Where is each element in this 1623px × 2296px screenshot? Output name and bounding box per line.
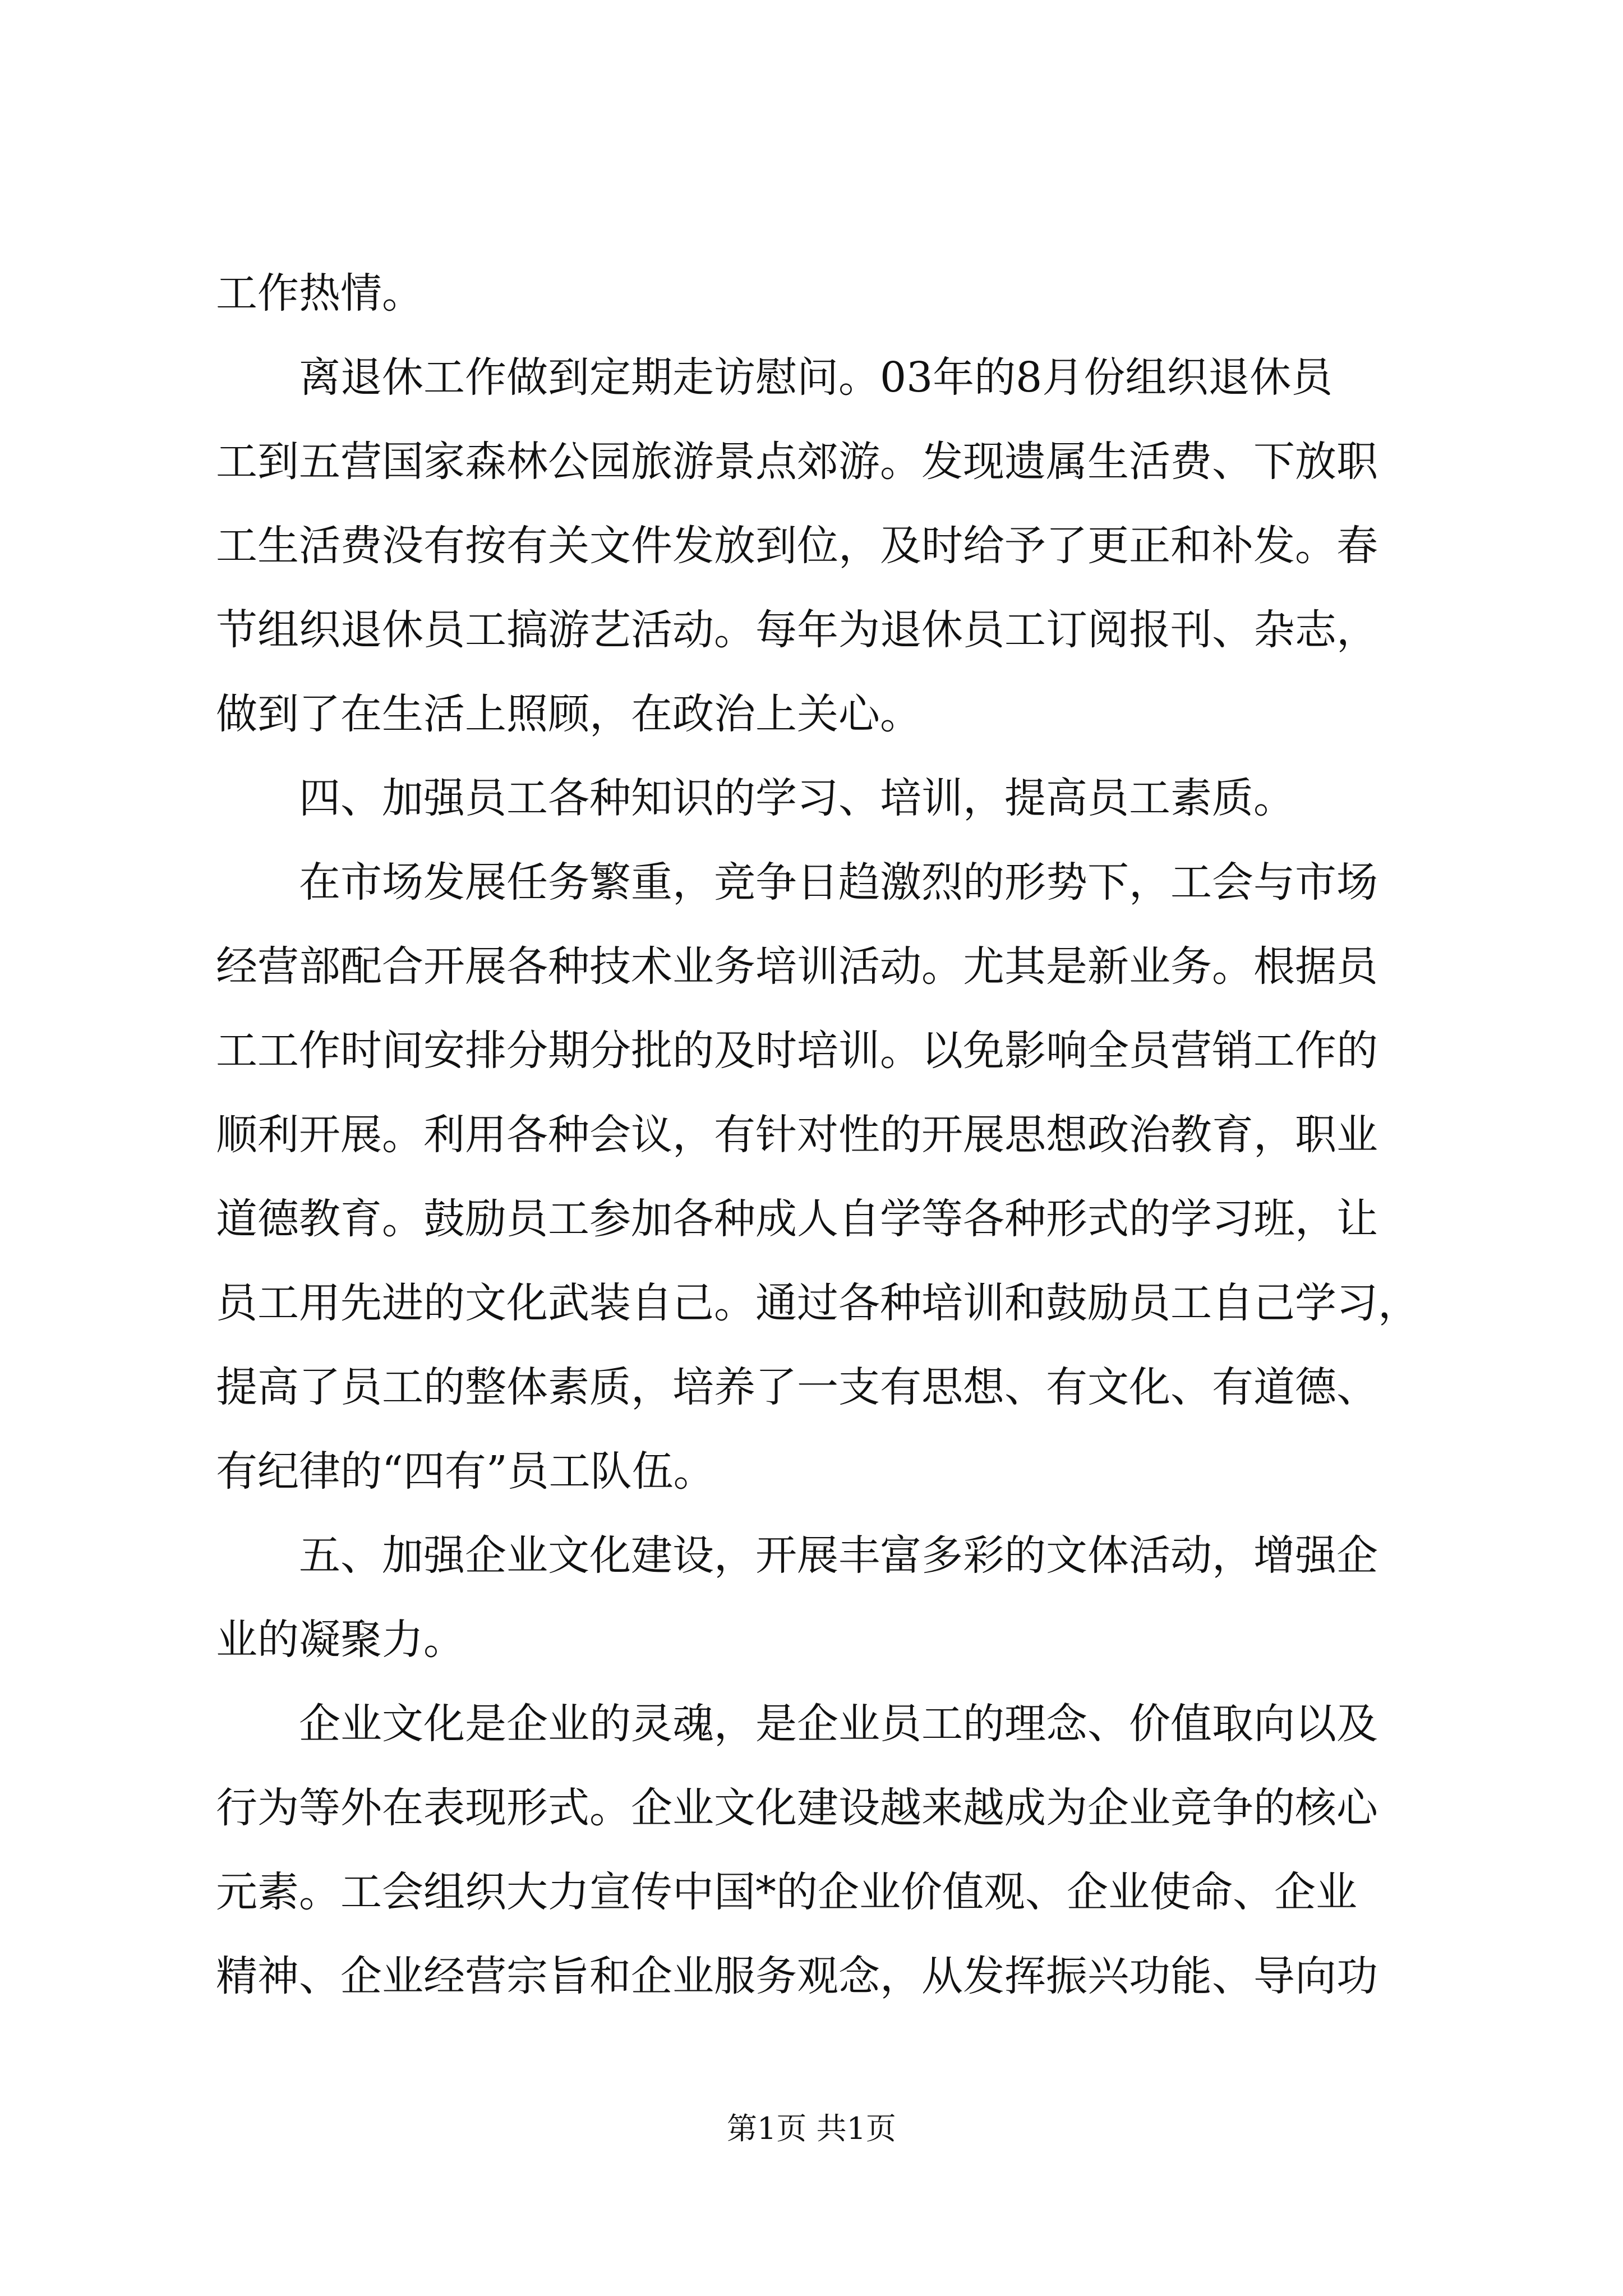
text-line: 节组织退休员工搞游艺活动。每年为退休员工订阅报刊、杂志， bbox=[216, 606, 1378, 654]
section-heading: 五、加强企业文化建设，开展丰富多彩的文体活动，增强企 bbox=[299, 1531, 1378, 1580]
text-line: 道德教育。鼓励员工参加各种成人自学等各种形式的学习班，让 bbox=[216, 1195, 1378, 1243]
text-line: 行为等外在表现形式。企业文化建设越来越成为企业竞争的核心 bbox=[216, 1784, 1378, 1832]
text-line: 有纪律的“四有”员工队伍。 bbox=[216, 1447, 715, 1496]
text-line: 元素。工会组织大力宣传中国*的企业价值观、企业使命、企业 bbox=[216, 1868, 1357, 1916]
text-line: 工作热情。 bbox=[216, 269, 423, 318]
text-line: 精神、企业经营宗旨和企业服务观念，从发挥振兴功能、导向功 bbox=[216, 1952, 1378, 2000]
page-footer: 第1页 共1页 bbox=[727, 2111, 896, 2146]
text-line: 提高了员工的整体素质，培养了一支有思想、有文化、有道德、 bbox=[216, 1363, 1378, 1411]
text-line: 经营部配合开展各种技术业务培训活动。尤其是新业务。根据员 bbox=[216, 942, 1378, 991]
text-line: 工工作时间安排分期分批的及时培训。以免影响全员营销工作的 bbox=[216, 1027, 1378, 1075]
text-line: 工生活费没有按有关文件发放到位，及时给予了更正和补发。春 bbox=[216, 522, 1378, 570]
text-line: 在市场发展任务繁重，竞争日趋激烈的形势下，工会与市场 bbox=[299, 858, 1378, 907]
text-line: 工到五营国家森林公园旅游景点郊游。发现遗属生活费、下放职 bbox=[216, 438, 1378, 486]
text-line: 做到了在生活上照顾，在政治上关心。 bbox=[216, 690, 921, 738]
text-line: 企业文化是企业的灵魂，是企业员工的理念、价值取向以及 bbox=[299, 1700, 1378, 1748]
text-line: 员工用先进的文化武装自己。通过各种培训和鼓励员工自己学习， bbox=[216, 1279, 1419, 1327]
text-line: 离退休工作做到定期走访慰问。03年的8月份组织退休员 bbox=[299, 353, 1333, 402]
section-heading: 四、加强员工各种知识的学习、培训，提高员工素质。 bbox=[299, 774, 1295, 822]
section-heading-continued: 业的凝聚力。 bbox=[216, 1616, 465, 1664]
text-line: 顺利开展。利用各种会议，有针对性的开展思想政治教育，职业 bbox=[216, 1111, 1378, 1159]
